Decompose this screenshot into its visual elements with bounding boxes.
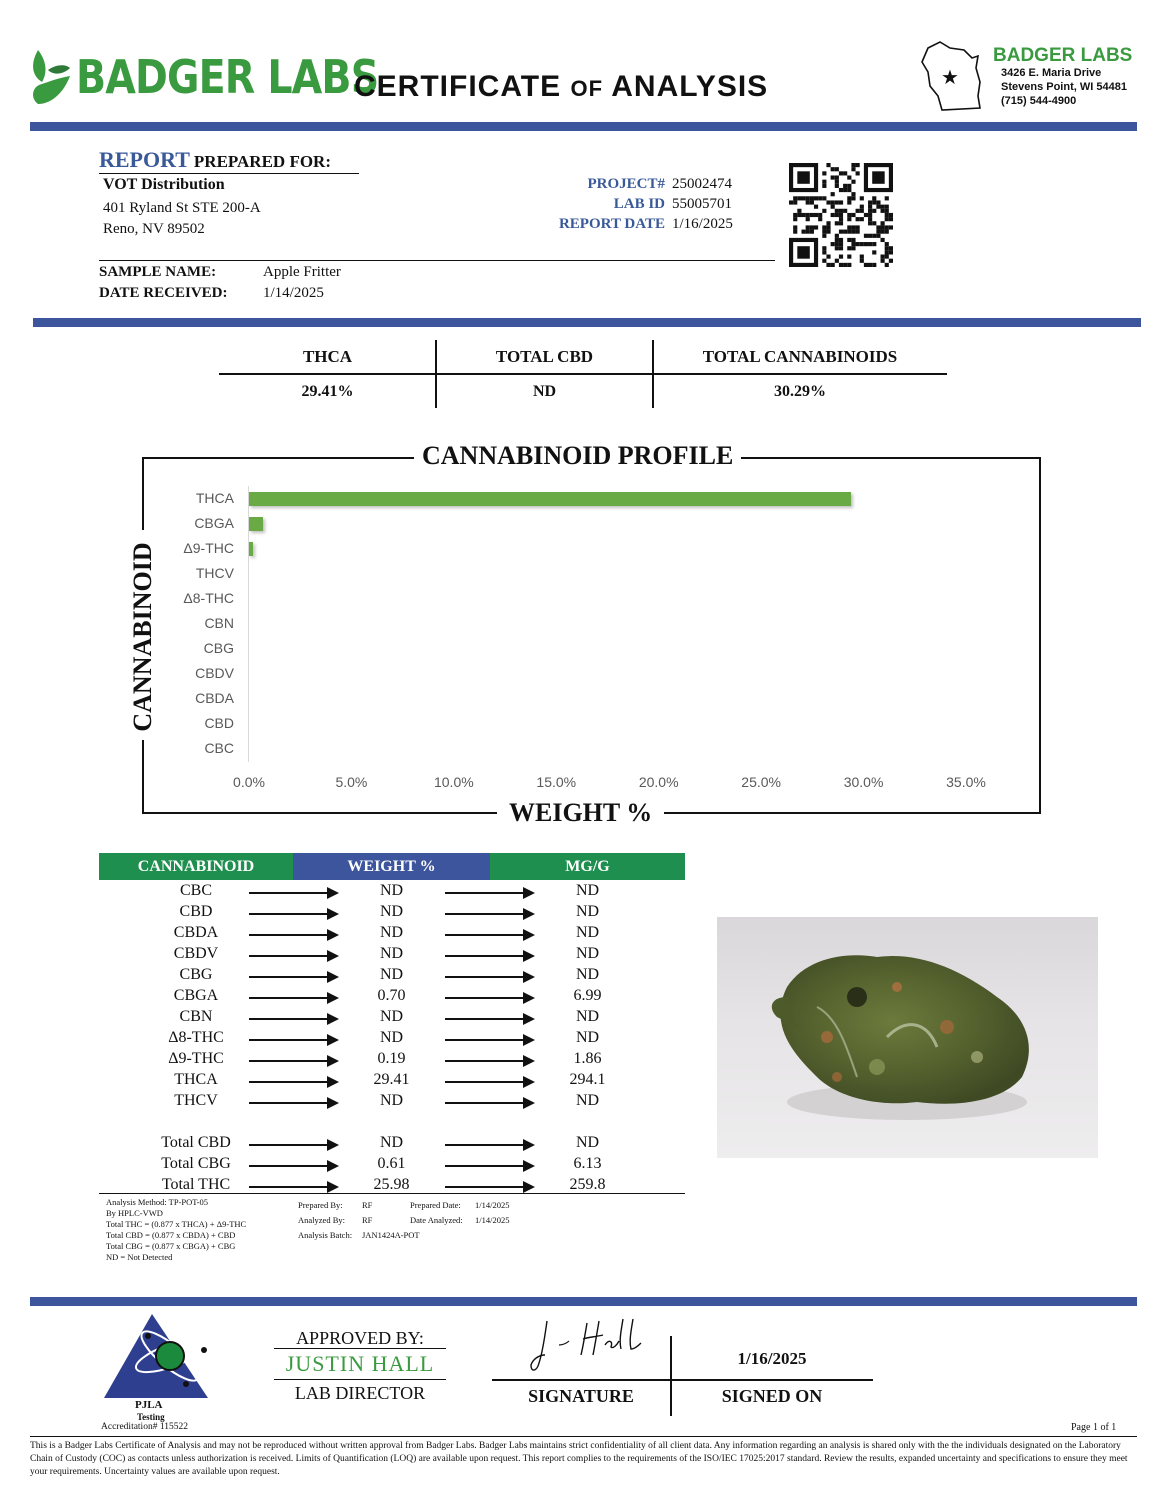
chart-x-tick-label: 0.0% — [233, 774, 265, 790]
cell-mg: ND — [575, 882, 600, 899]
table-header-cannabinoid: CANNABINOID — [99, 853, 293, 880]
chart-frame — [142, 457, 1041, 814]
client-address-line2: Reno, NV 89502 — [103, 221, 205, 237]
note-line: Total THC = (0.877 x THCA) + Δ9-THC — [106, 1219, 247, 1229]
chart-title: CANNABINOID PROFILE — [414, 441, 741, 471]
arrow-icon — [249, 1186, 337, 1188]
arrow-icon — [445, 997, 533, 999]
arrow-icon — [249, 976, 337, 978]
arrow-icon — [445, 934, 533, 936]
cell-weight: ND — [379, 966, 404, 983]
cell-mg: ND — [575, 945, 600, 962]
lab-address-line2: Stevens Point, WI 54481 — [1001, 81, 1127, 93]
chart-x-tick-label: 25.0% — [741, 774, 781, 790]
cell-weight: ND — [379, 1134, 404, 1151]
prepared-for-rule — [99, 173, 359, 174]
cell-cannabinoid: CBDV — [173, 945, 219, 962]
cell-weight: 25.98 — [373, 1176, 410, 1193]
cell-cannabinoid: CBGA — [173, 987, 219, 1004]
approved-rule-2 — [274, 1379, 446, 1380]
arrow-icon — [249, 1018, 337, 1020]
logo-text: BADGER LABS — [76, 50, 379, 104]
chart-y-axis-title: CANNABINOID — [128, 542, 157, 732]
cell-weight: 0.19 — [377, 1050, 406, 1067]
analyzed-by-value: RF — [362, 1215, 373, 1225]
signed-date: 1/16/2025 — [737, 1349, 807, 1368]
arrow-icon — [249, 934, 337, 936]
sample-name-value: Apple Fritter — [263, 264, 341, 280]
summary-total-cannabinoids-value: 30.29% — [774, 383, 826, 400]
arrow-icon — [445, 955, 533, 957]
pjla-logo-icon — [100, 1310, 212, 1402]
approver-role: LAB DIRECTOR — [294, 1383, 426, 1403]
arrow-icon — [445, 1165, 533, 1167]
cell-cannabinoid: CBDA — [173, 924, 219, 941]
approver-name: JUSTIN HALL — [285, 1351, 435, 1376]
cell-weight: ND — [379, 882, 404, 899]
chart-category-label: CBG — [203, 640, 234, 656]
report-prepared-for — [99, 147, 331, 173]
table-header-weight: WEIGHT % — [293, 853, 490, 880]
cell-cannabinoid: THCA — [174, 1071, 218, 1088]
prepared-by-value: RF — [362, 1200, 373, 1210]
report-date-label: REPORT DATE — [558, 216, 665, 232]
date-analyzed-value: 1/14/2025 — [475, 1215, 510, 1225]
summary-total-cannabinoids-header: TOTAL CANNABINOIDS — [702, 347, 898, 366]
cell-cannabinoid: CBN — [179, 1008, 213, 1025]
cell-cannabinoid: Total THC — [161, 1176, 231, 1193]
chart-x-tick-label: 5.0% — [335, 774, 368, 790]
svg-text:★: ★ — [941, 65, 959, 89]
lab-phone: (715) 544-4900 — [1001, 95, 1077, 107]
footer-disclaimer: This is a Badger Labs Certificate of Analysis and may not be reproduced without written approval from Badger Labs. Badger Labs maintains strict confidentiality of all client data. Any information regarding an analysis is shared only with the the individuals designated on the Laboratory Chain of Custody (COC) as contacts unless authorization is received. Limits of Quantification (LOQ) are available upon request. This report complies to the requirements of the ISO/IEC 17025:2017 standard. Review the results, expanded uncertainty and specifications to ensure they meet your requirements. Uncertainty values are available upon request. — [30, 1441, 1128, 1477]
chart-x-tick-label: 35.0% — [946, 774, 986, 790]
chart-category-label: CBDA — [195, 690, 234, 706]
arrow-icon — [249, 1060, 337, 1062]
signature-image — [525, 1315, 650, 1380]
cell-weight: ND — [379, 1029, 404, 1046]
cell-weight: ND — [379, 1008, 404, 1025]
chart-category-label: Δ9-THC — [183, 540, 234, 556]
note-line: By HPLC-VWD — [106, 1208, 163, 1218]
arrow-icon — [445, 892, 533, 894]
arrow-icon — [249, 955, 337, 957]
accreditation-number: Accreditation# 115522 — [101, 1422, 188, 1432]
analysis-batch-label: Analysis Batch: — [298, 1230, 353, 1240]
chart-category-label: CBN — [204, 615, 234, 631]
pjla-label: PJLA — [135, 1399, 163, 1411]
arrow-icon — [445, 1186, 533, 1188]
approved-rule-1 — [274, 1348, 446, 1349]
table-header-mg: MG/G — [490, 853, 685, 880]
chart-category-label: CBC — [204, 740, 234, 756]
pjla-testing: Testing — [137, 1412, 165, 1422]
report-date-value: 1/16/2025 — [672, 216, 733, 232]
chart-x-axis-title: WEIGHT % — [497, 798, 664, 828]
lab-id-value: 55005701 — [672, 196, 732, 212]
note-line: Analysis Method: TP-POT-05 — [106, 1197, 209, 1207]
chart-category-label: THCA — [195, 490, 234, 506]
project-label: PROJECT# — [587, 176, 665, 192]
arrow-icon — [249, 1144, 337, 1146]
report-info-rule — [99, 260, 775, 261]
notes-method — [106, 1197, 246, 1263]
arrow-icon — [445, 1060, 533, 1062]
summary-thca-header: THCA — [302, 347, 353, 366]
arrow-icon — [249, 892, 337, 894]
arrow-icon — [445, 1018, 533, 1020]
cell-cannabinoid: Δ9-THC — [168, 1050, 224, 1067]
prepared-date-label: Prepared Date: — [410, 1200, 461, 1210]
cell-weight: ND — [379, 903, 404, 920]
page-title — [354, 70, 768, 104]
chart-x-tick-label: 30.0% — [843, 774, 884, 790]
table-bottom-rule — [99, 1193, 685, 1194]
signed-on-label: SIGNED ON — [721, 1386, 823, 1406]
cell-weight: ND — [379, 924, 404, 941]
signature-label: SIGNATURE — [528, 1386, 634, 1406]
title-certificate: CERTIFICATE — [354, 70, 562, 103]
summary-table — [219, 340, 947, 408]
date-received-value: 1/14/2025 — [263, 285, 324, 301]
arrow-icon — [445, 1039, 533, 1041]
chart-category-label: Δ8-THC — [183, 590, 234, 606]
arrow-icon — [249, 1102, 337, 1104]
cell-mg: 1.86 — [573, 1050, 602, 1067]
lab-id-label: LAB ID — [613, 196, 665, 212]
summary-rule — [219, 373, 947, 375]
logo-leaf-icon — [28, 46, 72, 106]
note-line: ND = Not Detected — [106, 1252, 173, 1262]
chart-category-label: CBD — [204, 715, 234, 731]
project-value: 25002474 — [672, 176, 732, 192]
arrow-icon — [249, 1039, 337, 1041]
cell-mg: 259.8 — [569, 1176, 606, 1193]
arrow-icon — [249, 1081, 337, 1083]
arrow-icon — [249, 1165, 337, 1167]
prepared-date-value: 1/14/2025 — [475, 1200, 510, 1210]
sample-photo — [717, 917, 1098, 1158]
cell-mg: ND — [575, 966, 600, 983]
arrow-icon — [445, 1102, 533, 1104]
footer-rule — [30, 1436, 1137, 1437]
header-divider — [30, 122, 1137, 131]
cell-cannabinoid: CBC — [179, 882, 212, 899]
note-line: Total CBD = (0.877 x CBDA) + CBD — [106, 1230, 236, 1240]
arrow-icon — [445, 1144, 533, 1146]
report-divider — [33, 318, 1141, 327]
cell-mg: ND — [575, 1134, 600, 1151]
cell-mg: ND — [575, 1008, 600, 1025]
client-name: VOT Distribution — [103, 176, 225, 193]
summary-total-cbd-value: ND — [532, 383, 557, 400]
page-number: Page 1 of 1 — [1071, 1422, 1117, 1433]
summary-thca-value: 29.41% — [301, 383, 354, 400]
cell-cannabinoid: THCV — [174, 1092, 218, 1109]
cell-mg: ND — [575, 924, 600, 941]
cell-mg: 294.1 — [569, 1071, 606, 1088]
cell-weight: 29.41 — [373, 1071, 410, 1088]
date-analyzed-label: Date Analyzed: — [410, 1215, 463, 1225]
client-address-line1: 401 Ryland St STE 200-A — [103, 200, 261, 216]
lab-address-line1: 3426 E. Maria Drive — [1001, 67, 1102, 79]
analysis-batch-value: JAN1424A-POT — [362, 1230, 420, 1240]
signature-rule — [492, 1379, 873, 1381]
chart-x-tick-label: 20.0% — [638, 774, 679, 790]
summary-total-cbd-header: TOTAL CBD — [495, 347, 594, 366]
chart-x-tick-label: 10.0% — [433, 774, 474, 790]
arrow-icon — [249, 913, 337, 915]
cell-cannabinoid: Total CBG — [161, 1155, 231, 1172]
arrow-icon — [249, 997, 337, 999]
cell-mg: 6.99 — [573, 987, 602, 1004]
title-of: OF — [570, 76, 604, 101]
chart-category-label: THCV — [195, 565, 234, 581]
lab-name: BADGER LABS — [993, 45, 1133, 66]
arrow-icon — [445, 976, 533, 978]
title-analysis: ANALYSIS — [611, 70, 769, 103]
date-received-label: DATE RECEIVED: — [99, 285, 228, 301]
report-word: REPORT — [99, 147, 190, 172]
sample-name-label: SAMPLE NAME: — [99, 264, 217, 280]
cell-cannabinoid: CBG — [179, 966, 213, 983]
cell-mg: ND — [575, 903, 600, 920]
analyzed-by-label: Analyzed By: — [298, 1215, 345, 1225]
approved-by-label: APPROVED BY: — [296, 1328, 424, 1348]
arrow-icon — [445, 1081, 533, 1083]
cell-mg: 6.13 — [573, 1155, 602, 1172]
cell-weight: ND — [379, 945, 404, 962]
cell-weight: ND — [379, 1092, 404, 1109]
wisconsin-map-icon — [920, 38, 992, 112]
chart-category-label: CBDV — [195, 665, 234, 681]
prepared-by-label: Prepared By: — [298, 1200, 343, 1210]
arrow-icon — [445, 913, 533, 915]
approval-divider — [30, 1297, 1137, 1306]
prepared-for-label: PREPARED FOR: — [193, 152, 331, 171]
cell-cannabinoid: Δ8-THC — [168, 1029, 224, 1046]
chart-category-label: CBGA — [194, 515, 234, 531]
note-line: Total CBG = (0.877 x CBGA) + CBG — [106, 1241, 236, 1251]
chart-x-tick-label: 15.0% — [536, 774, 577, 790]
cell-mg: ND — [575, 1029, 600, 1046]
cell-weight: 0.70 — [377, 987, 406, 1004]
cell-mg: ND — [575, 1092, 600, 1109]
cell-cannabinoid: CBD — [179, 903, 213, 920]
cell-cannabinoid: Total CBD — [161, 1134, 231, 1151]
qr-code-icon — [789, 163, 893, 267]
cell-weight: 0.61 — [377, 1155, 406, 1172]
